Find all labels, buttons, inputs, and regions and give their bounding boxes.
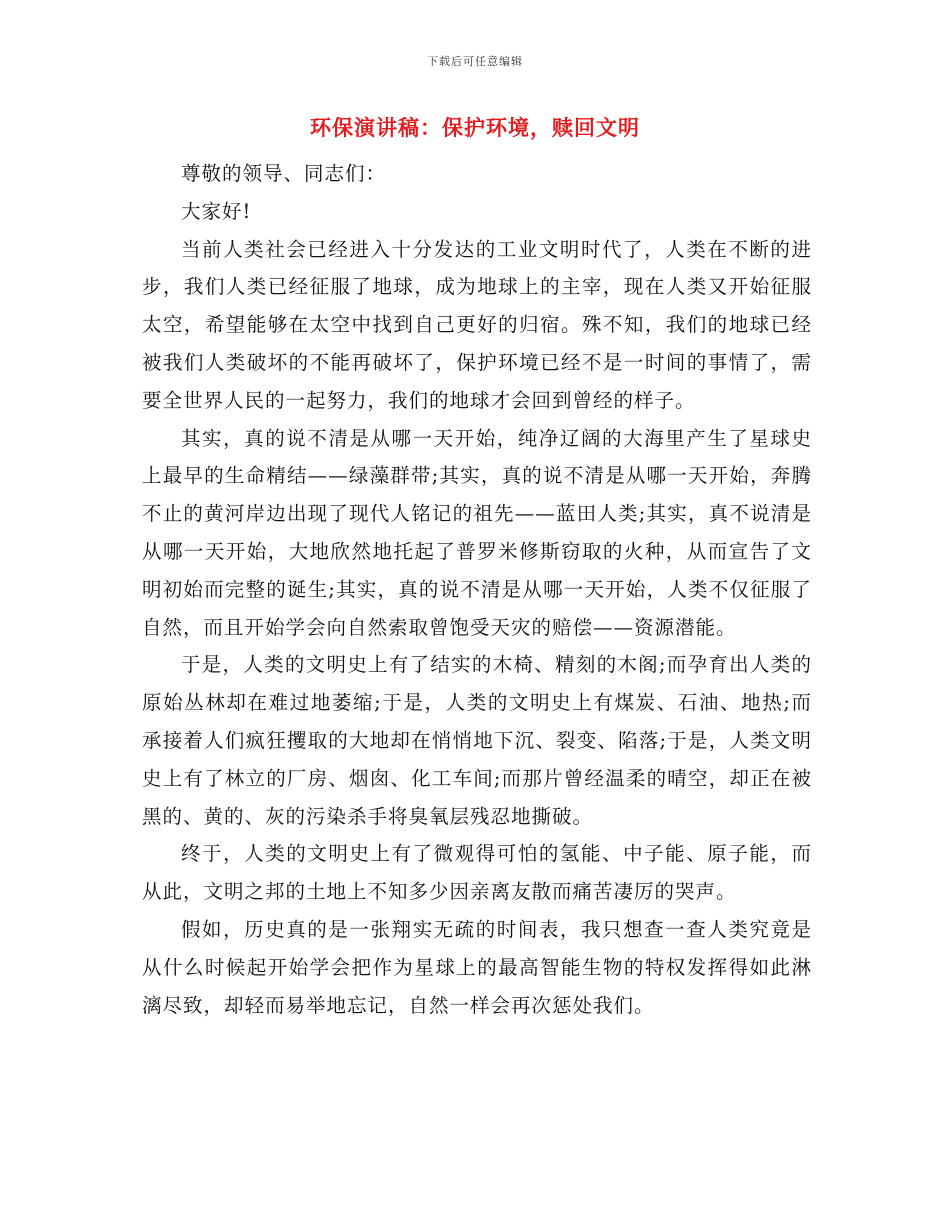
document-title: 环保演讲稿：保护环境，赎回文明 xyxy=(310,115,640,140)
page-header-note: 下载后可任意编辑 xyxy=(427,55,523,68)
paragraph-1: 当前人类社会已经进入十分发达的工业文明时代了，人类在不断的进步，我们人类已经征服了地球，成为地球上的主宰，现在人类又开始征服太空，希望能够在太空中找到自己更好的归宿。殊不知，我们的地球已经被我们人类破坏的不能再破坏了，保护环境已经不是一时间的事情了，需要全世界人民的一起努力，我们的地球才会回到曾经的样子。 xyxy=(142,237,812,412)
paragraph-3: 于是，人类的文明史上有了结实的木椅、精刻的木阁;而孕育出人类的原始丛林却在难过地萎缩;于是，人类的文明史上有煤炭、石油、地热;而承接着人们疯狂攫取的大地却在悄悄地下沉、裂变、陷落;于是，人类文明史上有了林立的厂房、烟囱、化工车间;而那片曾经温柔的晴空，却正在被黑的、黄的、灰的污染杀手将臭氧层残忍地撕破。 xyxy=(142,653,812,828)
paragraph-salutation: 尊敬的领导、同志们： xyxy=(181,162,387,185)
paragraph-greeting: 大家好! xyxy=(181,199,252,223)
paragraph-5: 假如，历史真的是一张翔实无疏的时间表，我只想查一查人类究竟是从什么时候起开始学会把作为星球上的最高智能生物的特权发挥得如此淋漓尽致，却轻而易举地忘记，自然一样会再次惩处我们。 xyxy=(142,917,812,1017)
paragraph-2: 其实，真的说不清是从哪一天开始，纯净辽阔的大海里产生了星球史上最早的生命精结——绿藻群带;其实，真的说不清是从哪一天开始，奔腾不止的黄河岸边出现了现代人铭记的祖先——蓝田人类;其实，真不说清是从哪一天开始，大地欣然地托起了普罗米修斯窃取的火种，从而宣告了文明初始而完整的诞生;其实，真的说不清是从哪一天开始，人类不仅征服了自然，而且开始学会向自然索取曾饱受天灾的赔偿——资源潜能。 xyxy=(142,426,812,639)
document-body xyxy=(142,155,812,1024)
paragraph-4: 终于，人类的文明史上有了微观得可怕的氢能、中子能、原子能，而从此，文明之邦的土地上不知多少因亲离友散而痛苦凄厉的哭声。 xyxy=(142,842,812,904)
